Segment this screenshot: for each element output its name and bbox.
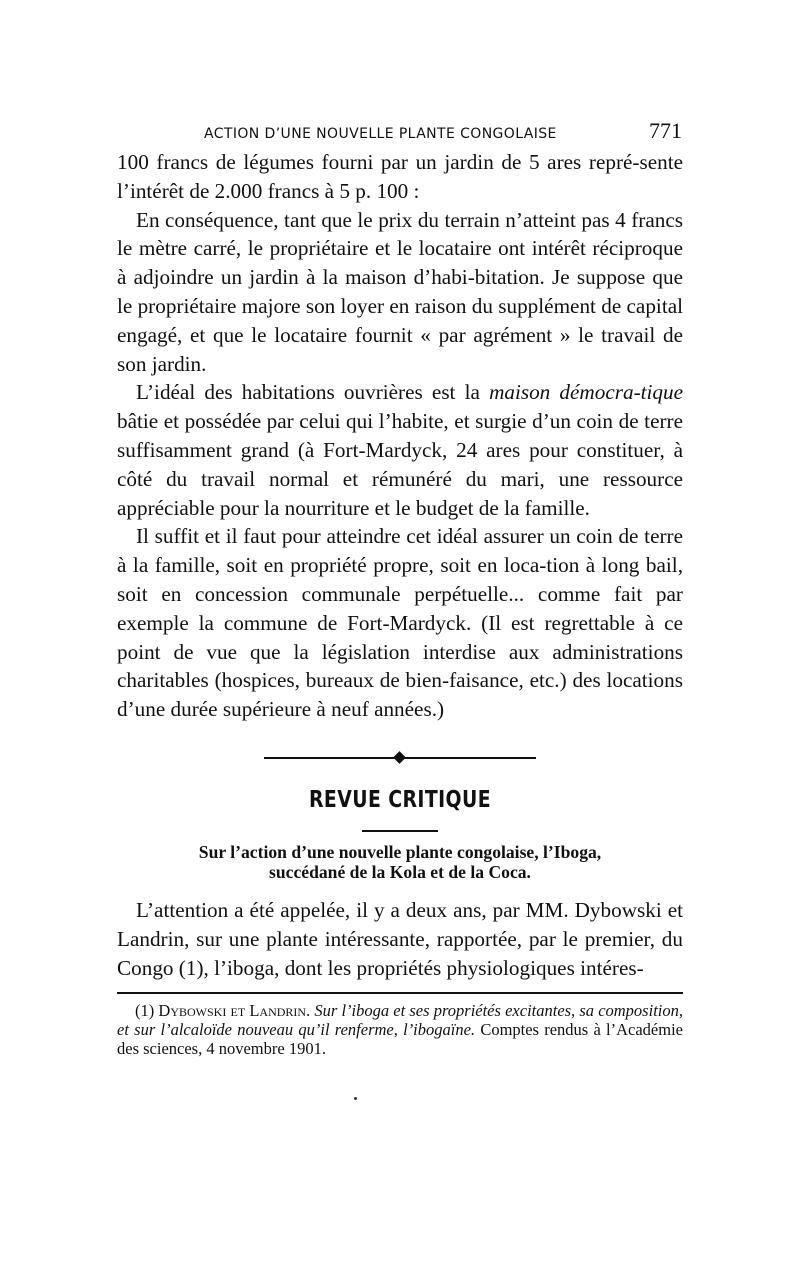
paragraph-4: Il suffit et il faut pour atteindre cet idéal assurer un coin de terre à la famille, soit en propriété propre, soit en loca-tion à long bail, soit en concession communale perpétuelle... comme fait par exemple la commune de Fort-Mardyck. (Il est regrettable à ce point de vue que la législation interdise aux administrations charitables (hospices, bureaux de bien-faisance, etc.) des locations d’une durée supérieure à neuf années.) [117, 524, 683, 722]
footnote [117, 1002, 683, 1058]
footnote-rule [117, 992, 683, 994]
paragraph-3 [117, 378, 683, 522]
section-divider [264, 750, 536, 766]
footnote-source: Comptes rendus à l’Académie des sciences, 4 novembre 1901. [117, 1019, 683, 1058]
paragraph-3-end: bâtie et possédée par celui qui l’habite, et surgie d’un coin de terre suffisamment grand (à Fort-Mardyck, 24 ares pour constituer, à côté du travail normal et rémunéré du mari, une ressource appréciable pour la nourriture et le budget de la famille. [117, 409, 683, 520]
article-title [117, 842, 683, 882]
title-underline [362, 830, 438, 832]
paragraph-2: En conséquence, tant que le prix du terrain n’atteint pas 4 francs le mètre carré, le propriétaire et le locataire ont intérêt réciproque à adjoindre un jardin à la maison d’habi-bitation. Je suppose que le propriétaire majore son loyer en raison du supplément de capital engagé, et que le locataire fournit « par agrément » le travail de son jardin. [117, 207, 683, 376]
diamond-ornament-icon [393, 751, 406, 764]
running-head [204, 118, 682, 142]
text-column [117, 148, 683, 1058]
page-number: 771 [649, 118, 682, 143]
running-title: ACTION D’UNE NOUVELLE PLANTE CONGOLAISE [204, 126, 557, 142]
paragraph-1: 100 francs de légumes fourni par un jardin de 5 ares repré-sente l’intérêt de 2.000 francs à 5 p. 100 : [117, 150, 683, 203]
print-speck [354, 1097, 357, 1100]
section-title: REVUE CRITIQUE [308, 786, 491, 813]
paragraph-3-italic: maison démocra-tique [489, 380, 683, 405]
footnote-title: Sur l’iboga et ses propriétés excitantes, sa composition, et sur l’alcaloïde nouveau qu’il renferme, l’ibogaïne. [117, 1001, 683, 1039]
paragraph-3-start: L’idéal des habitations ouvrières est la [136, 380, 490, 405]
article-paragraph-1: L’attention a été appelée, il y a deux ans, par MM. Dybowski et Landrin, sur une plante intéressante, rapportée, par le premier, du Congo (1), l’iboga, dont les propriétés physiologiques intéres- [117, 897, 683, 980]
article-title-line-2: succédané de la Kola et de la Coca. [269, 861, 531, 882]
article-title-line-1: Sur l’action d’une nouvelle plante congolaise, l’Iboga, [198, 841, 602, 862]
footnote-number: (1) [135, 1001, 155, 1021]
footnote-authors: Dybowski et Landrin. [158, 1001, 311, 1021]
